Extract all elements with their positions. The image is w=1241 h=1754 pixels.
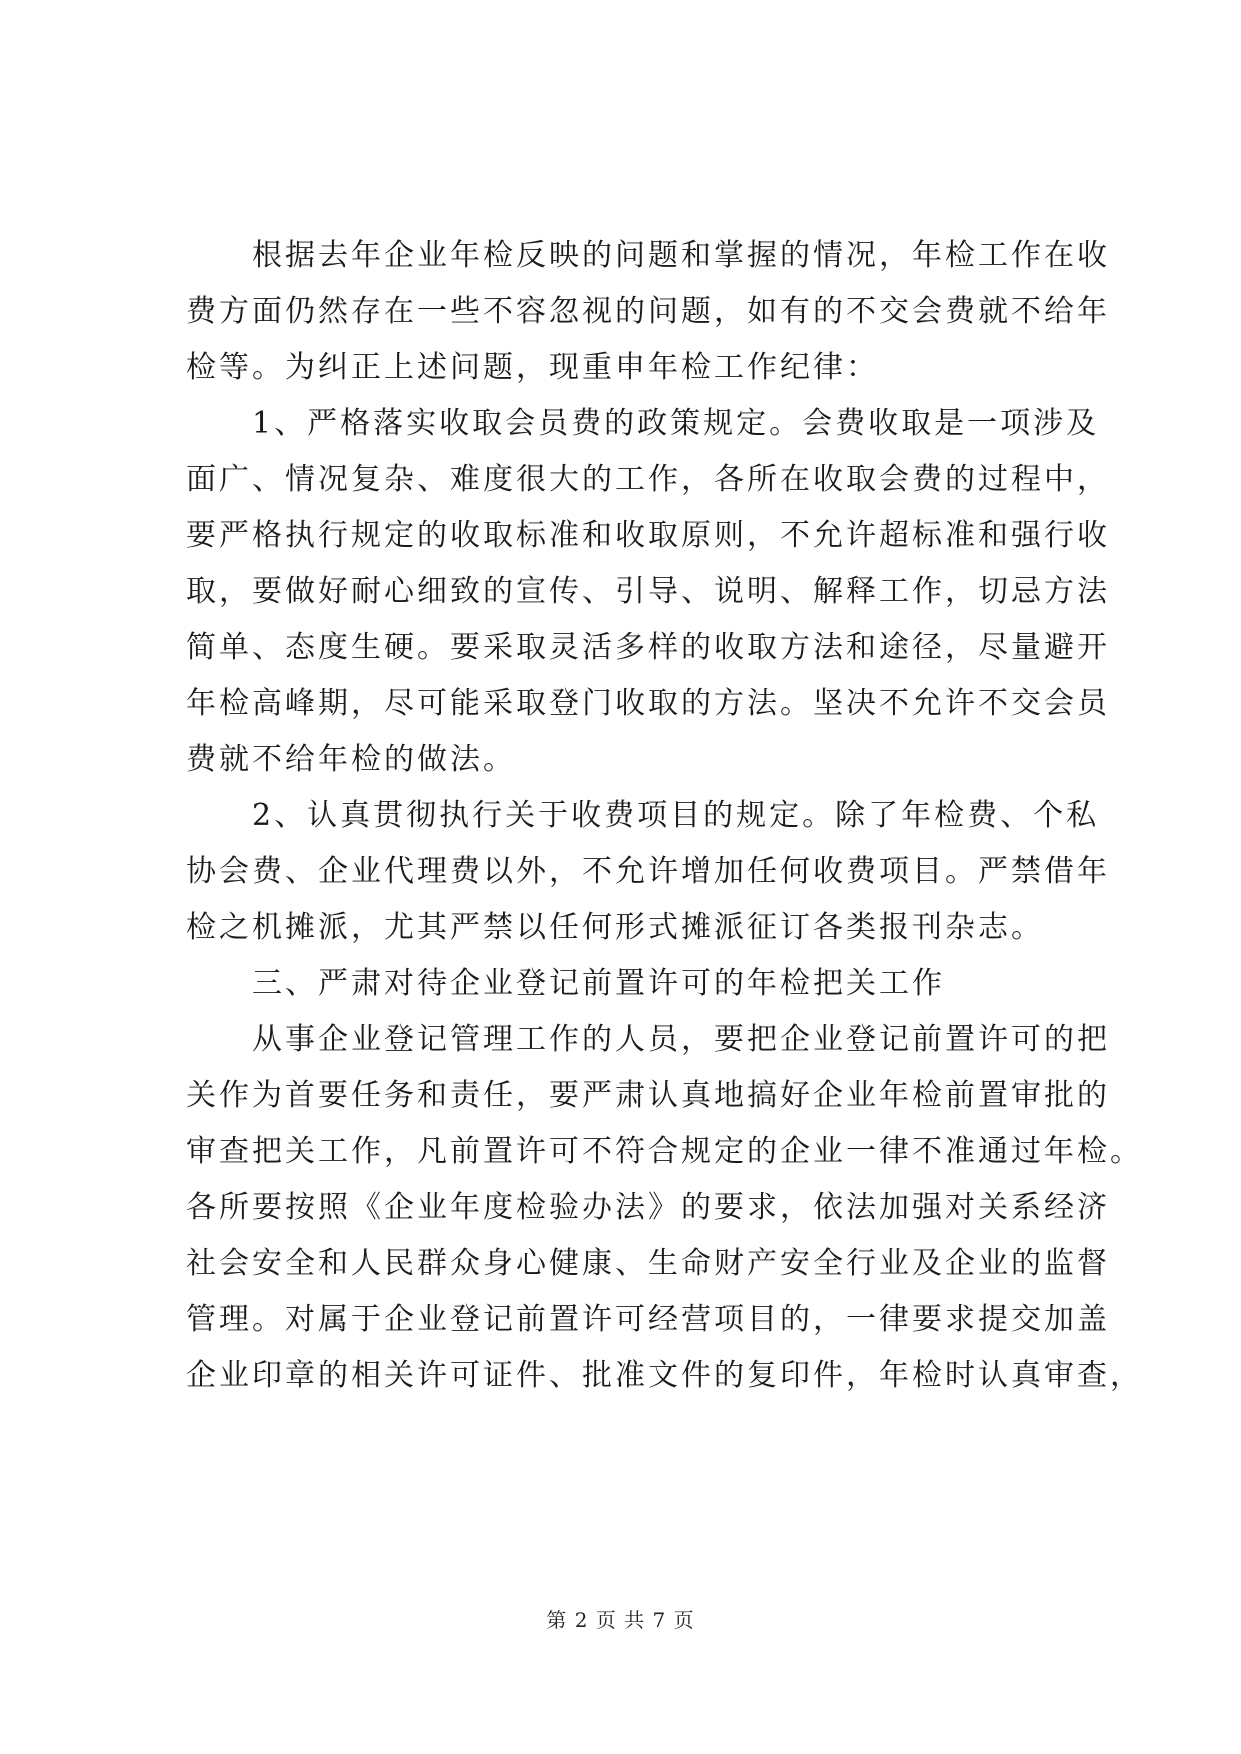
text-line: 1、严格落实收取会员费的政策规定。会费收取是一项涉及 xyxy=(186,406,1100,441)
text-line: 检等。为纠正上述问题，现重申年检工作纪律： xyxy=(186,350,879,385)
text-line: 各所要按照《企业年度检验办法》的要求，依法加强对关系经济 xyxy=(186,1190,1110,1225)
text-line: 取，要做好耐心细致的宣传、引导、说明、解释工作，切忌方法 xyxy=(186,574,1110,609)
text-line: 年检高峰期，尽可能采取登门收取的方法。坚决不允许不交会员 xyxy=(186,686,1110,721)
text-line: 关作为首要任务和责任，要严肃认真地搞好企业年检前置审批的 xyxy=(186,1078,1110,1113)
text-line: 要严格执行规定的收取标准和收取原则，不允许超标准和强行收 xyxy=(186,518,1110,553)
text-line: 从事企业登记管理工作的人员，要把企业登记前置许可的把 xyxy=(186,1022,1110,1057)
section-heading: 三、严肃对待企业登记前置许可的年检把关工作 xyxy=(186,966,945,1001)
text-line: 费就不给年检的做法。 xyxy=(186,742,516,777)
text-line: 面广、情况复杂、难度很大的工作，各所在收取会费的过程中， xyxy=(186,462,1110,497)
document-body xyxy=(186,228,1143,1404)
text-line: 简单、态度生硬。要采取灵活多样的收取方法和途径，尽量避开 xyxy=(186,630,1110,665)
text-line: 检之机摊派，尤其严禁以任何形式摊派征订各类报刊杂志。 xyxy=(186,910,1044,945)
text-line: 根据去年企业年检反映的问题和掌握的情况，年检工作在收 xyxy=(186,238,1110,273)
text-line: 协会费、企业代理费以外，不允许增加任何收费项目。严禁借年 xyxy=(186,854,1110,889)
text-line: 社会安全和人民群众身心健康、生命财产安全行业及企业的监督 xyxy=(186,1246,1110,1281)
text-line: 企业印章的相关许可证件、批准文件的复印件，年检时认真审查， xyxy=(186,1358,1143,1393)
text-line: 2、认真贯彻执行关于收费项目的规定。除了年检费、个私 xyxy=(186,798,1100,833)
text-line: 管理。对属于企业登记前置许可经营项目的，一律要求提交加盖 xyxy=(186,1302,1110,1337)
page-number-footer: 第 2 页 共 7 页 xyxy=(546,1608,695,1632)
text-line: 审查把关工作，凡前置许可不符合规定的企业一律不准通过年检。 xyxy=(186,1134,1143,1169)
text-line: 费方面仍然存在一些不容忽视的问题，如有的不交会费就不给年 xyxy=(186,294,1110,329)
